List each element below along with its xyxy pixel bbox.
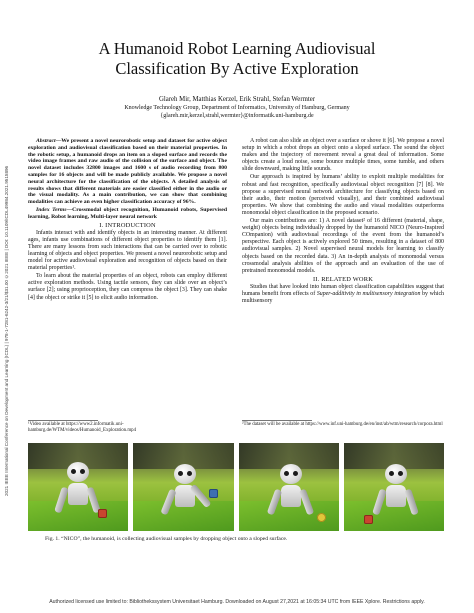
figure-photo-4 [344, 443, 444, 531]
figure-photo-2 [133, 443, 233, 531]
index-terms-text: —Crossmodal object recognition, Humanoid robots, Supervised learning, Robot learning, Multi-layer neural network [28, 206, 227, 220]
intro-paragraph-2: To learn about the material properties of an object, robots can employ different active exploration methods. Using tactile sensors, they can slide over an object’s surface [2]; using proprioception, they can compress the object [3]. They can shake [4] the object or strike it [5] to elicit audio information. [28, 273, 227, 301]
related-text-a: Studies that have looked into human object classification capabilities suggest that humans benefit from effects of [242, 283, 444, 297]
abstract-label: Abstract [36, 138, 56, 144]
robot-eye [293, 471, 298, 476]
title-line-2: Classification By Active Exploration [115, 59, 359, 78]
right-paragraph-3: Our main contributions are: 1) A novel dataset² of 16 different (material, shape, weight) objects being individually dropped by the humanoid NICO (Neuro-Inspired COmpanion) with audiovisual recordings of the event from the humanoid’s perspective. Each object is actively explored 50 times, resulting in a dataset of 800 audiovisual samples. 2) Novel supervised neural models for learning to classify objects based on the recorded data. 3) An in-depth analysis of monomodal versus crossmodal analysis abilities of the approach and an evaluation of the use of pretrained monomodal models. [242, 218, 444, 274]
robot-eye [398, 471, 403, 476]
footnote-rule-left [28, 420, 98, 421]
robot-eye [80, 469, 85, 474]
section-heading-related-work: II. RELATED WORK [312, 275, 374, 283]
abstract-text: —We present a novel neurorobotic setup and dataset for active object exploration and audiovisual classification based on their material properties. In the robotic setup, a humanoid drops an item on a sloped surface and records the video image frames and raw audio of the collision of the surface and object. The novel dataset includes 32800 images and 1600 s of audio recording from 800 samples for 16 objects and will be made publicly available. We propose a novel neural architecture for the classification of the objects. A detailed analysis of results shows that different materials are easier classified either in the audio or the visual modality. As a main contribution, we can show that combining modalities can achieve an even higher classification accuracy of 96%. [28, 138, 227, 206]
footnote-1: ¹Video available at https://www2.informatik.uni-hamburg.de/WTM/videos/Humanoid_Exploration.mp4 [28, 422, 137, 433]
figure-photo-1 [28, 443, 128, 531]
related-paragraph-1 [242, 284, 444, 305]
index-terms-label: Index Terms [36, 206, 67, 213]
right-column [242, 138, 444, 305]
sloped-surface [28, 501, 128, 531]
robot-eye [389, 471, 394, 476]
section-heading-introduction: I. INTRODUCTION [99, 221, 156, 229]
right-paragraph-1: A robot can also slide an object over a surface or shove it [6]. We propose a novel setup in which a robot drops an object onto a sloped surface. The sound the object makes and the trajectory of movement reveal a great deal of information. Some objects create a loud noise, some bounce multiple times, some tumble, and others slide downward, making little sounds. [242, 138, 444, 173]
footnote-2: ²The dataset will be available at https://www.inf.uni-hamburg.de/en/inst/ab/wtm/research/corpora.html [242, 422, 443, 427]
robot-torso [281, 485, 301, 507]
emails: {glareh.mir,kerzel,strahl,wermter}@informatik.uni-hamburg.de [160, 113, 314, 119]
dropped-object [209, 489, 218, 498]
authors: Glareh Mir, Matthias Kerzel, Erik Strahl, Stefan Wermter [158, 96, 316, 103]
title-line-1: A Humanoid Robot Learning Audiovisual [98, 39, 376, 58]
ieee-sidebar-text: 2021 IEEE International Conference on Development and Learning (ICDL) | 978-1-7281-6242-3/21/$31.00 ©2021 IEEE | DOI: 10.1109/ICDL49984.2021.9515896 [4, 165, 9, 496]
figure-photo-3 [239, 443, 339, 531]
related-text-b: by which multisensory [242, 290, 444, 305]
index-terms [28, 207, 227, 221]
abstract [28, 138, 227, 206]
robot-head [280, 464, 302, 484]
right-paragraph-2: Our approach is inspired by humans’ ability to exploit multiple modalities for robust and fast recognition, specifically audiovisual object recognition [7] [8]. We propose a supervised neural network architecture for classifying objects based on their audio, their motion (perceived visually), and their combined audiovisual properties. We show that combining the audio and visual modalities outperforms monomodal object classification in the proposed scenario. [242, 174, 444, 216]
paper-title [20, 39, 454, 79]
intro-paragraph-1: Infants interact with and identify objects in an interesting manner. At different ages, infants use combinations of different object properties to identify them [1]. There are many lessons from such interactions that can be carried over to robotic learning of objects and object properties. We present a novel neurorobotic setup and model for active audiovisual exploration and recognition of objects based on their material properties¹. [28, 229, 227, 272]
affiliation: Knowledge Technology Group, Department of Informatics, University of Hamburg, Germany [124, 105, 350, 111]
footnote-rule-right [242, 420, 312, 421]
dropped-object [317, 513, 326, 522]
robot-eye [284, 471, 289, 476]
robot-eye [71, 469, 76, 474]
download-notice: Authorized licensed use limited to: Bibliothekssystem Universitaet Hamburg. Downloaded on August 27,2021 at 16:05:34 UTC from IEEE Xplore. Restrictions apply. [49, 599, 425, 605]
left-column [28, 138, 227, 302]
dropped-object [364, 515, 373, 524]
figure-1-photos [28, 443, 444, 531]
related-text-emphasis: Super-additivity in multisensory integration [316, 290, 421, 297]
figure-caption: Fig. 1. “NICO”, the humanoid, is collecting audiovisual samples by dropping object onto a sloped surface. [45, 536, 288, 542]
robot-head [385, 464, 407, 484]
robot-torso [68, 483, 88, 505]
robot-torso [386, 485, 406, 507]
dropped-object [98, 509, 107, 518]
